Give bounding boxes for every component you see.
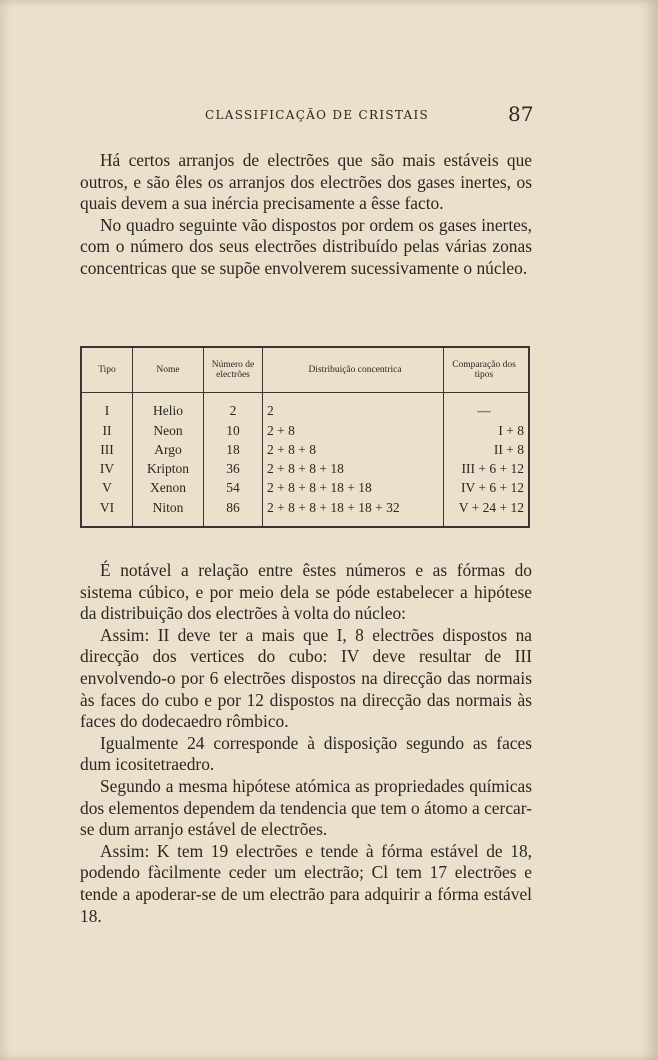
header-tipo: Tipo: [82, 348, 133, 393]
cell-nome: Xenon: [133, 479, 204, 498]
paragraph: Igualmente 24 corresponde à disposição segundo as faces dum icositetraedro.: [80, 732, 532, 775]
paragraph: É notável a relação entre êstes números e as fórmas do sistema cúbico, e por meio dela se póde estabelecer a hipótese da distribuição dos electrões à volta do núcleo:: [80, 560, 532, 624]
noble-gas-table: [80, 346, 530, 528]
cell-comparacao: IV + 6 + 12: [444, 479, 529, 498]
cell-numero: 10: [204, 421, 263, 440]
table-spacer: [82, 393, 528, 402]
cell-comparacao: III + 6 + 12: [444, 460, 529, 479]
cell-comparacao: —: [444, 402, 529, 421]
cell-distribuicao: 2 + 8 + 8 + 18 + 18: [263, 479, 444, 498]
header-comparacao: Comparação dos tipos: [444, 348, 529, 393]
cell-numero: 86: [204, 498, 263, 517]
cell-nome: Argo: [133, 440, 204, 459]
table-spacer: [82, 517, 528, 526]
text-block-top: [80, 150, 532, 280]
text-block-bottom: [80, 560, 532, 927]
running-title: CLASSIFICAÇÃO DE CRISTAIS: [205, 108, 430, 122]
header-distribuicao: Distribuição concentrica: [263, 348, 444, 393]
cell-distribuicao: 2 + 8 + 8 + 18 + 18 + 32: [263, 498, 444, 517]
cell-tipo: III: [100, 441, 114, 457]
cell-nome: Niton: [133, 498, 204, 517]
cell-tipo: I: [104, 403, 110, 419]
cell-distribuicao: 2 + 8 + 8: [263, 440, 444, 459]
cell-tipo: V: [102, 480, 112, 496]
cell-nome: Neon: [133, 421, 204, 440]
cell-tipo: II: [102, 422, 112, 438]
table: [82, 348, 528, 526]
paragraph: No quadro seguinte vão dispostos por ordem os gases inertes, com o número dos seus electrões distribuído pelas várias zonas concentricas que se supõe envolverem sucessivamente o núcleo.: [80, 214, 532, 278]
table-row: [82, 421, 528, 440]
table-row: [82, 479, 528, 498]
cell-numero: 54: [204, 479, 263, 498]
cell-numero: 36: [204, 460, 263, 479]
table-row: [82, 440, 528, 459]
cell-nome: Kripton: [133, 460, 204, 479]
cell-comparacao: I + 8: [444, 421, 529, 440]
paragraph: Assim: II deve ter a mais que I, 8 electrões dispostos na direcção dos vertices do cubo: IV deve resultar de III envolvendo-o por 6 electrões dispostos na direcção das normais às faces do cubo e por 12 dispostos na direcção das normais às faces do dodecaedro rômbico.: [80, 624, 532, 732]
cell-numero: 2: [204, 402, 263, 421]
table-row: [82, 498, 528, 517]
table-row: [82, 402, 528, 421]
cell-nome: Helio: [133, 402, 204, 421]
cell-distribuicao: 2 + 8 + 8 + 18: [263, 460, 444, 479]
table-header-row: [82, 348, 528, 393]
running-head: [0, 102, 658, 126]
header-nome: Nome: [133, 348, 204, 393]
cell-distribuicao: 2: [263, 402, 444, 421]
cell-comparacao: II + 8: [444, 440, 529, 459]
cell-distribuicao: 2 + 8: [263, 421, 444, 440]
paragraph: Assim: K tem 19 electrões e tende à fórma estável de 18, podendo fàcilmente ceder um electrão; Cl tem 17 electrões e tende a apoderar-se de um electrão para adquirir a fórma estável 18.: [80, 840, 532, 926]
paragraph: Há certos arranjos de electrões que são mais estáveis que outros, e são êles os arranjos dos electrões dos gases inertes, os quais devem a sua inércia precisamente a êsse facto.: [80, 150, 532, 214]
paragraph: Segundo a mesma hipótese atómica as propriedades químicas dos elementos dependem da tendencia que tem o átomo a cercar-se dum arranjo estável de electrões.: [80, 775, 532, 840]
cell-numero: 18: [204, 440, 263, 459]
cell-tipo: VI: [99, 499, 115, 515]
cell-comparacao: V + 24 + 12: [444, 498, 529, 517]
table-row: [82, 460, 528, 479]
cell-tipo: IV: [99, 461, 115, 477]
header-numero: Número de electrões: [204, 348, 263, 393]
page-number: 87: [508, 102, 534, 126]
